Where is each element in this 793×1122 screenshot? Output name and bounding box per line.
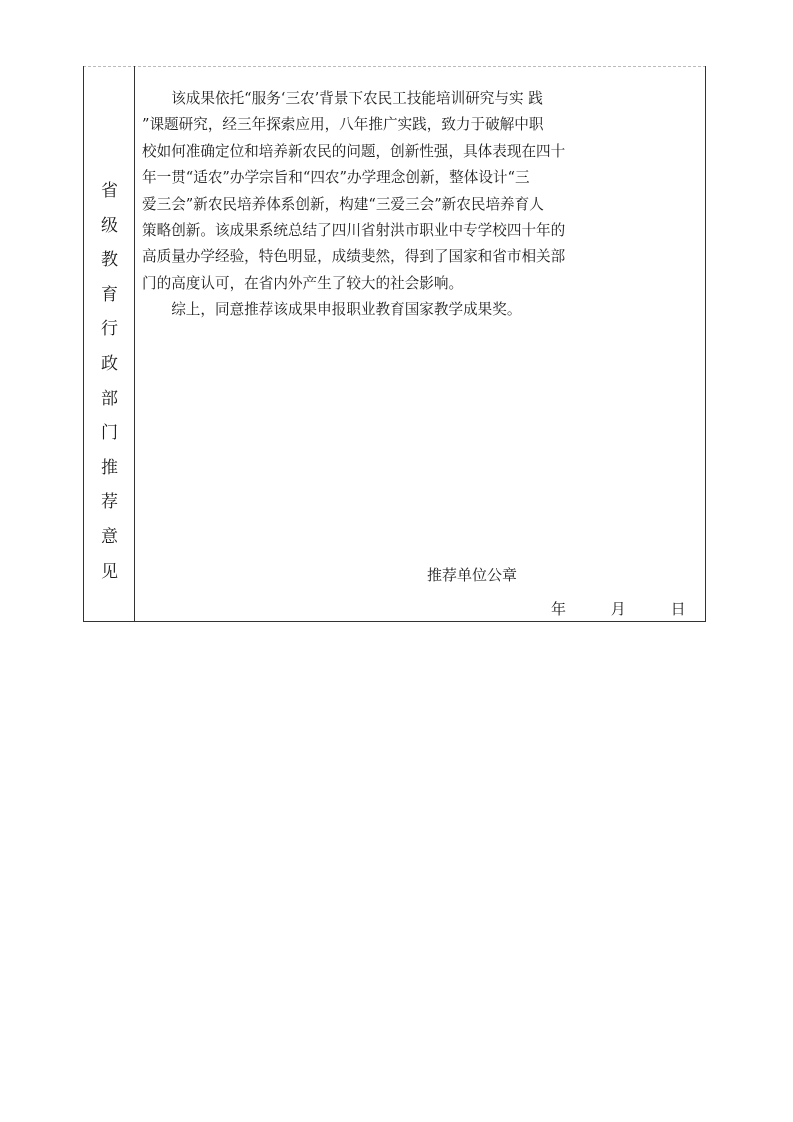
date-year-label: 年: [551, 600, 567, 618]
section-label-char: 育: [101, 284, 118, 305]
opinion-line: 该成果依托“服务‘三农’背景下农民工技能培训研究与实 践: [171, 90, 543, 107]
section-label-char: 省: [101, 181, 118, 201]
section-label-char: 见: [101, 561, 118, 582]
recommendation-opinion-text: [142, 86, 699, 324]
section-label-column: [84, 66, 135, 621]
date-line: [551, 598, 686, 619]
seal-label: 推荐单位公章: [427, 566, 518, 584]
opinion-line: 年一贯“适农”办学宗旨和“四农”办学理念创新，整体设计“三: [142, 169, 530, 187]
opinion-line: 校如何准确定位和培养新农民的问题，创新性强，具体表现在四十: [142, 142, 566, 160]
opinion-line: 门的高度认可，在省内外产生了较大的社会影响。: [142, 274, 464, 292]
date-month-label: 月: [610, 600, 626, 618]
section-label-char: 级: [101, 215, 118, 236]
opinion-line: 高质量办学经验，特色明显，成绩斐然，得到了国家和省市相关部: [142, 248, 566, 266]
section-label-char: 部: [101, 388, 118, 409]
section-label-char: 教: [101, 250, 118, 271]
section-label-char: 意: [101, 526, 118, 547]
opinion-line: 爱三会”新农民培养体系创新，构建“三爱三会”新农民培养育人: [142, 195, 544, 213]
section-label-char: 推: [101, 457, 118, 478]
conclusion-line: 综上，同意推荐该成果申报职业教育国家教学成果奖。: [171, 301, 522, 319]
opinion-line: 策略创新。该成果系统总结了四川省射洪市职业中专学校四十年的: [142, 222, 566, 240]
opinion-line: ”课题研究，经三年探索应用，八年推广实践，致力于破解中职: [142, 116, 544, 134]
section-label-vertical: [84, 174, 135, 589]
recommendation-form-table: [83, 66, 706, 622]
section-label-char: 荐: [101, 492, 118, 513]
section-label-char: 门: [101, 423, 118, 444]
section-label-char: 政: [101, 353, 118, 374]
date-day-label: 日: [670, 600, 686, 618]
section-label-char: 行: [101, 319, 118, 340]
